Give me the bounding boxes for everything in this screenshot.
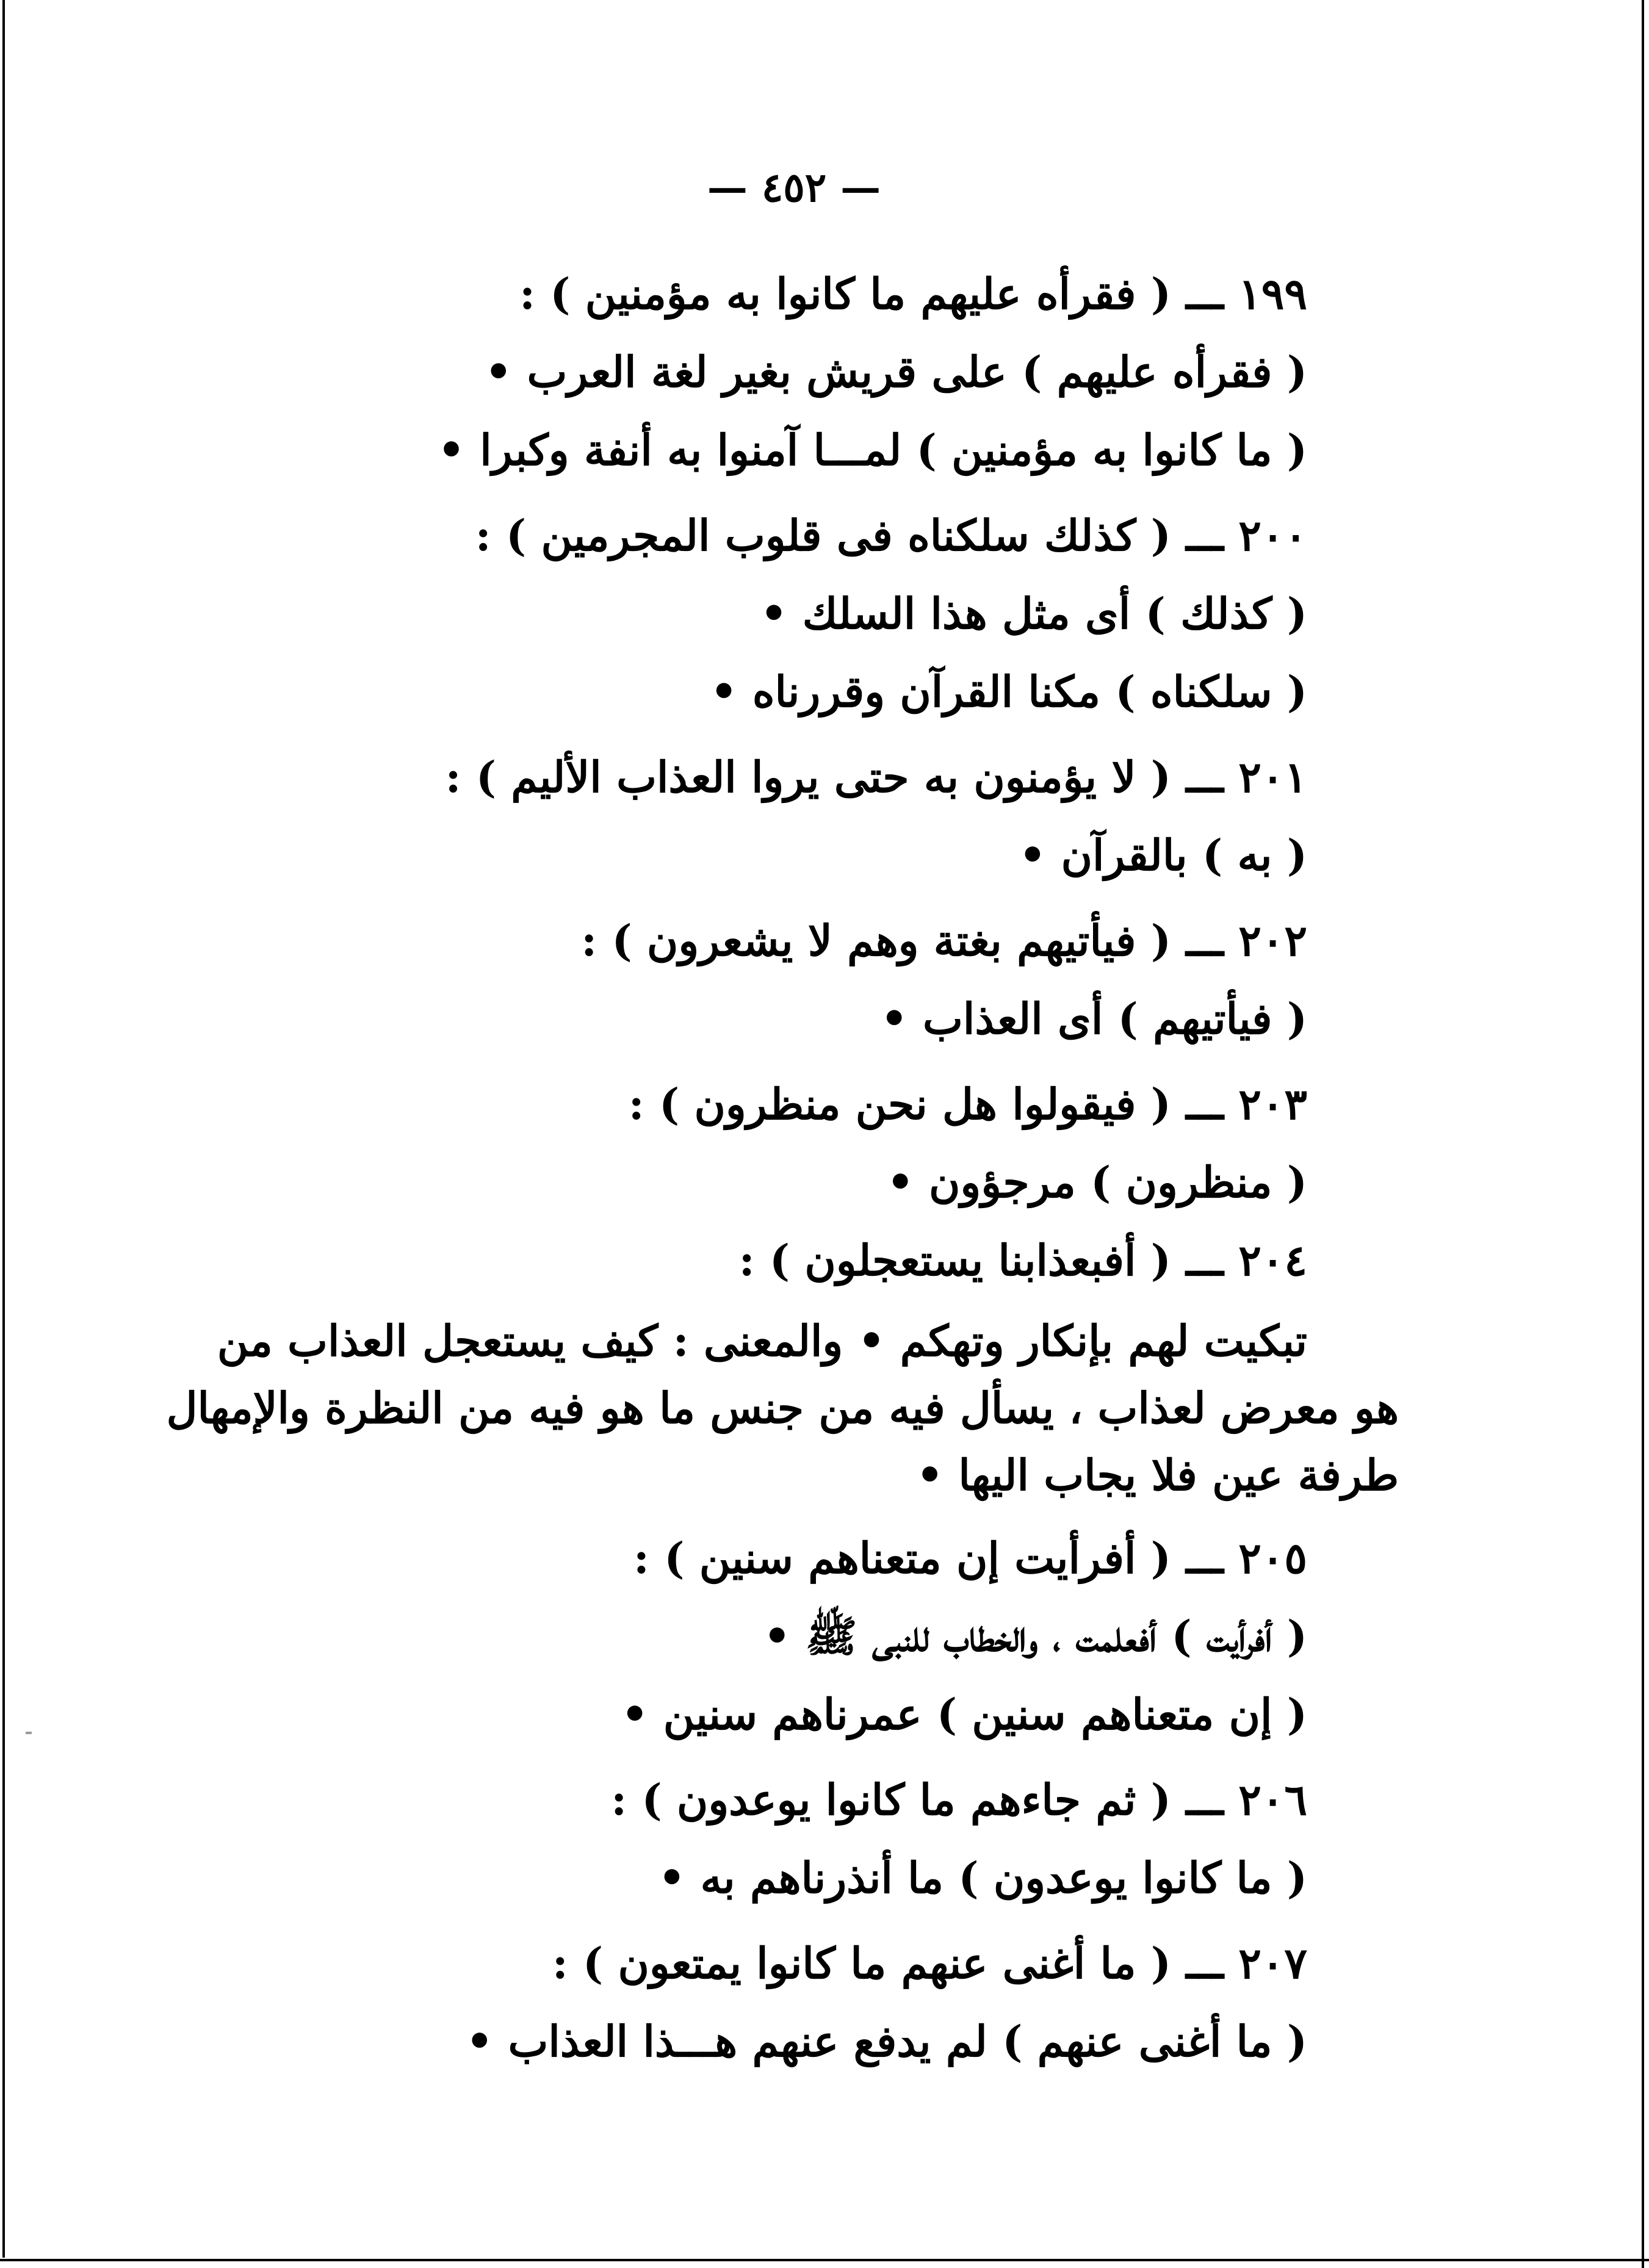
- page-number: — ٤٥٢ —: [707, 164, 881, 211]
- verse-heading-201: ٢٠١ ـــ ( لا يؤمنون به حتى يروا العذاب الأليم ) :: [445, 752, 1307, 802]
- gloss-line: ( ما كانوا يوعدون ) ما أنذرناهم به •: [658, 1852, 1307, 1903]
- verse-heading-202: ٢٠٢ ـــ ( فيأتيهم بغتة وهم لا يشعرون ) :: [581, 915, 1307, 966]
- paragraph-line: تبكيت لهم بإنكار وتهكم • والمعنى : كيف يستعجل العذاب من: [217, 1316, 1307, 1366]
- verse-heading-206: ٢٠٦ ـــ ( ثم جاءهم ما كانوا يوعدون ) :: [611, 1774, 1307, 1825]
- gloss-line: ( منظرون ) مرجؤون •: [886, 1157, 1307, 1208]
- gloss-line: ( كذلك ) أى مثل هذا السلك •: [760, 588, 1307, 639]
- gloss-line: ( سلكناه ) مكنا القرآن وقررناه •: [710, 666, 1307, 717]
- paragraph-line: طرفة عين فلا يجاب اليها •: [916, 1450, 1399, 1500]
- gloss-line: ( به ) بالقرآن •: [1019, 830, 1307, 880]
- verse-heading-200: ٢٠٠ ـــ ( كذلك سلكناه فى قلوب المجرمين ) :: [475, 510, 1307, 561]
- gloss-line: ( ما كانوا به مؤمنين ) لمـــا آمنوا به أنفة وكبرا •: [438, 425, 1307, 475]
- commentary-text: [148, 264, 1399, 2089]
- gloss-line: ( فقرأه عليهم ) على قريش بغير لغة العرب •: [485, 347, 1307, 397]
- page-border-bottom: [0, 2259, 1649, 2261]
- gloss-line: ( إن متعناهم سنين ) عمرناهم سنين •: [621, 1689, 1307, 1740]
- gloss-line: ( ما أغنى عنهم ) لم يدفع عنهم هـــذا العذاب •: [466, 2016, 1307, 2067]
- page-border-right: [1642, 0, 1644, 2268]
- gloss-line: ( أفرأيت ) أفعلمت ، والخطاب للنبى ﷺ •: [763, 1611, 1307, 1661]
- explanation-paragraph: [166, 1311, 1399, 1512]
- verse-heading-207: ٢٠٧ ـــ ( ما أغنى عنهم ما كانوا يمتعون ) :: [552, 1938, 1307, 1989]
- paragraph-line: هو معرض لعذاب ، يسأل فيه من جنس ما هو فيه من النظرة والإمهال: [166, 1383, 1399, 1433]
- verse-heading-204: ٢٠٤ ـــ ( أفبعذابنا يستعجلون ) :: [738, 1235, 1307, 1286]
- gloss-line: ( فيأتيهم ) أى العذاب •: [880, 993, 1307, 1044]
- verse-heading-205: ٢٠٥ ـــ ( أفرأيت إن متعناهم سنين ) :: [633, 1533, 1307, 1583]
- page-border-left: [2, 0, 5, 2258]
- verse-heading-199: ١٩٩ ـــ ( فقرأه عليهم ما كانوا به مؤمنين ) :: [519, 268, 1307, 319]
- scan-speck: [26, 1732, 32, 1734]
- verse-heading-203: ٢٠٣ ـــ ( فيقولوا هل نحن منظرون ) :: [628, 1079, 1307, 1129]
